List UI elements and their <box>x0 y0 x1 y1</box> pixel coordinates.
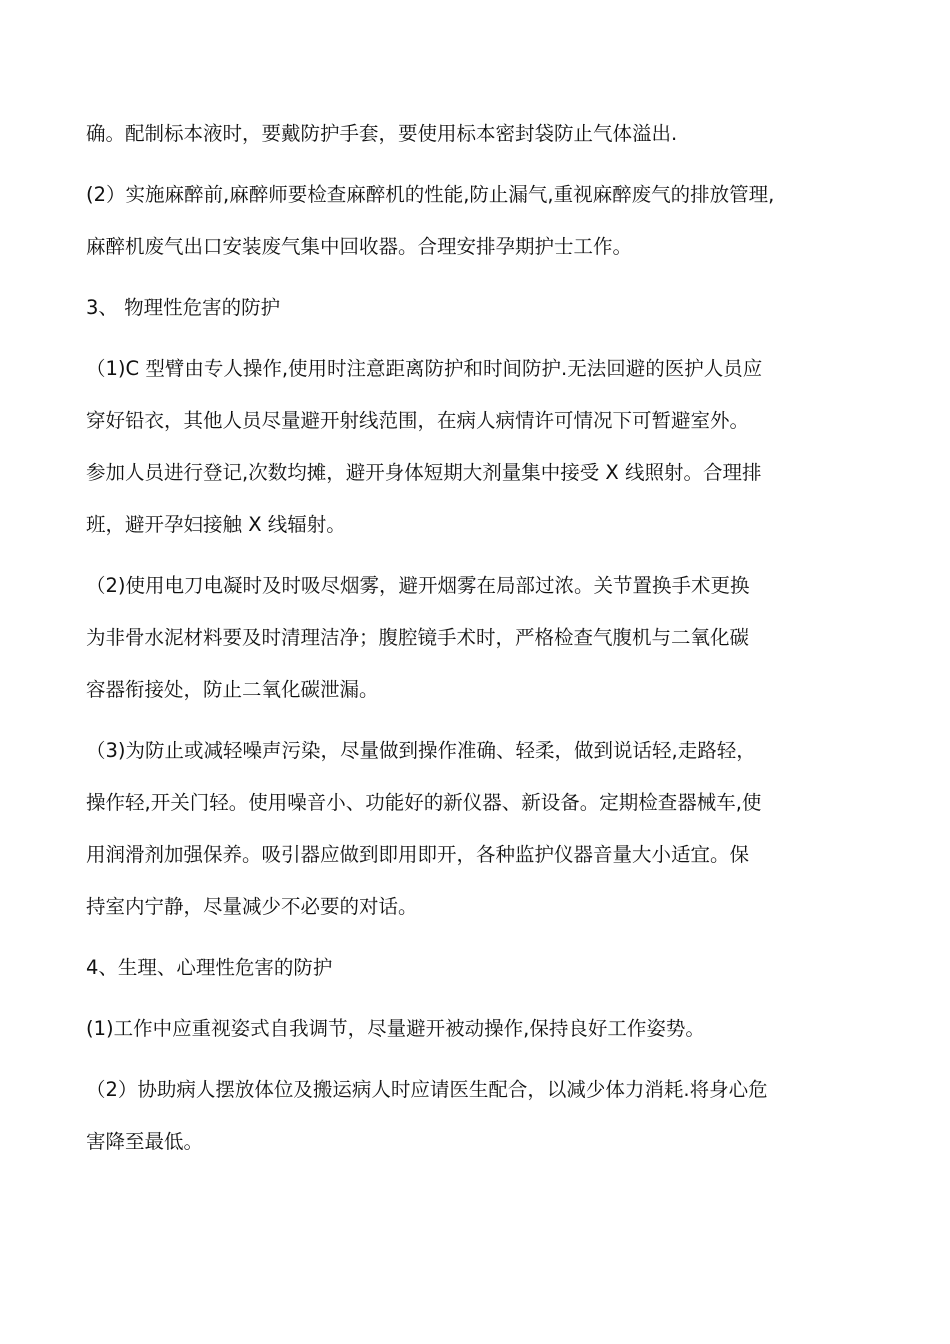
text-line: 麻醉机废气出口安装废气集中回收器。合理安排孕期护士工作。 <box>86 235 633 258</box>
text-line: 参加人员进行登记,次数均摊，避开身体短期大剂量集中接受 X 线照射。合理排 <box>86 461 762 484</box>
heading-text: 4、生理、心理性危害的防护 <box>86 956 333 979</box>
text-line: （2）协助病人摆放体位及搬运病人时应请医生配合，以减少体力消耗.将身心危 <box>86 1078 768 1101</box>
heading-text: 3、 物理性危害的防护 <box>86 296 281 319</box>
text-line: (2）实施麻醉前,麻醉师要检查麻醉机的性能,防止漏气,重视麻醉废气的排放管理, <box>86 183 775 206</box>
paragraph-posture <box>86 1003 866 1055</box>
heading-physiological-hazards <box>86 942 866 994</box>
text-line: （2)使用电刀电凝时及时吸尽烟雾，避开烟雾在局部过浓。关节置换手术更换 <box>86 574 750 597</box>
paragraph-c-arm <box>86 343 866 551</box>
text-line: 用润滑剂加强保养。吸引器应做到即用即开，各种监护仪器音量大小适宜。保 <box>86 843 750 866</box>
paragraph-specimen-handling <box>86 108 866 160</box>
text-line: 穿好铅衣，其他人员尽量避开射线范围，在病人病情许可情况下可暂避室外。 <box>86 409 750 432</box>
text-line: 害降至最低。 <box>86 1130 204 1153</box>
paragraph-noise <box>86 725 866 933</box>
text-line: 持室内宁静，尽量减少不必要的对话。 <box>86 895 418 918</box>
text-line: (1)工作中应重视姿式自我调节，尽量避开被动操作,保持良好工作姿势。 <box>86 1017 705 1040</box>
text-line: 确。配制标本液时，要戴防护手套，要使用标本密封袋防止气体溢出. <box>86 122 678 145</box>
paragraph-anesthesia <box>86 169 866 273</box>
text-line: 为非骨水泥材料要及时清理洁净；腹腔镜手术时，严格检查气腹机与二氧化碳 <box>86 626 750 649</box>
text-line: 容器衔接处，防止二氧化碳泄漏。 <box>86 678 379 701</box>
paragraph-electrocautery <box>86 560 866 716</box>
text-line: （1)C 型臂由专人操作,使用时注意距离防护和时间防护.无法回避的医护人员应 <box>86 357 763 380</box>
text-line: 班，避开孕妇接触 X 线辐射。 <box>86 513 346 536</box>
text-line: （3)为防止或减轻噪声污染，尽量做到操作准确、轻柔，做到说话轻,走路轻， <box>86 739 756 762</box>
heading-physical-hazards <box>86 282 866 334</box>
paragraph-patient-positioning <box>86 1064 866 1168</box>
text-line: 操作轻,开关门轻。使用噪音小、功能好的新仪器、新设备。定期检查器械车,使 <box>86 791 762 814</box>
document-page <box>86 108 866 1177</box>
